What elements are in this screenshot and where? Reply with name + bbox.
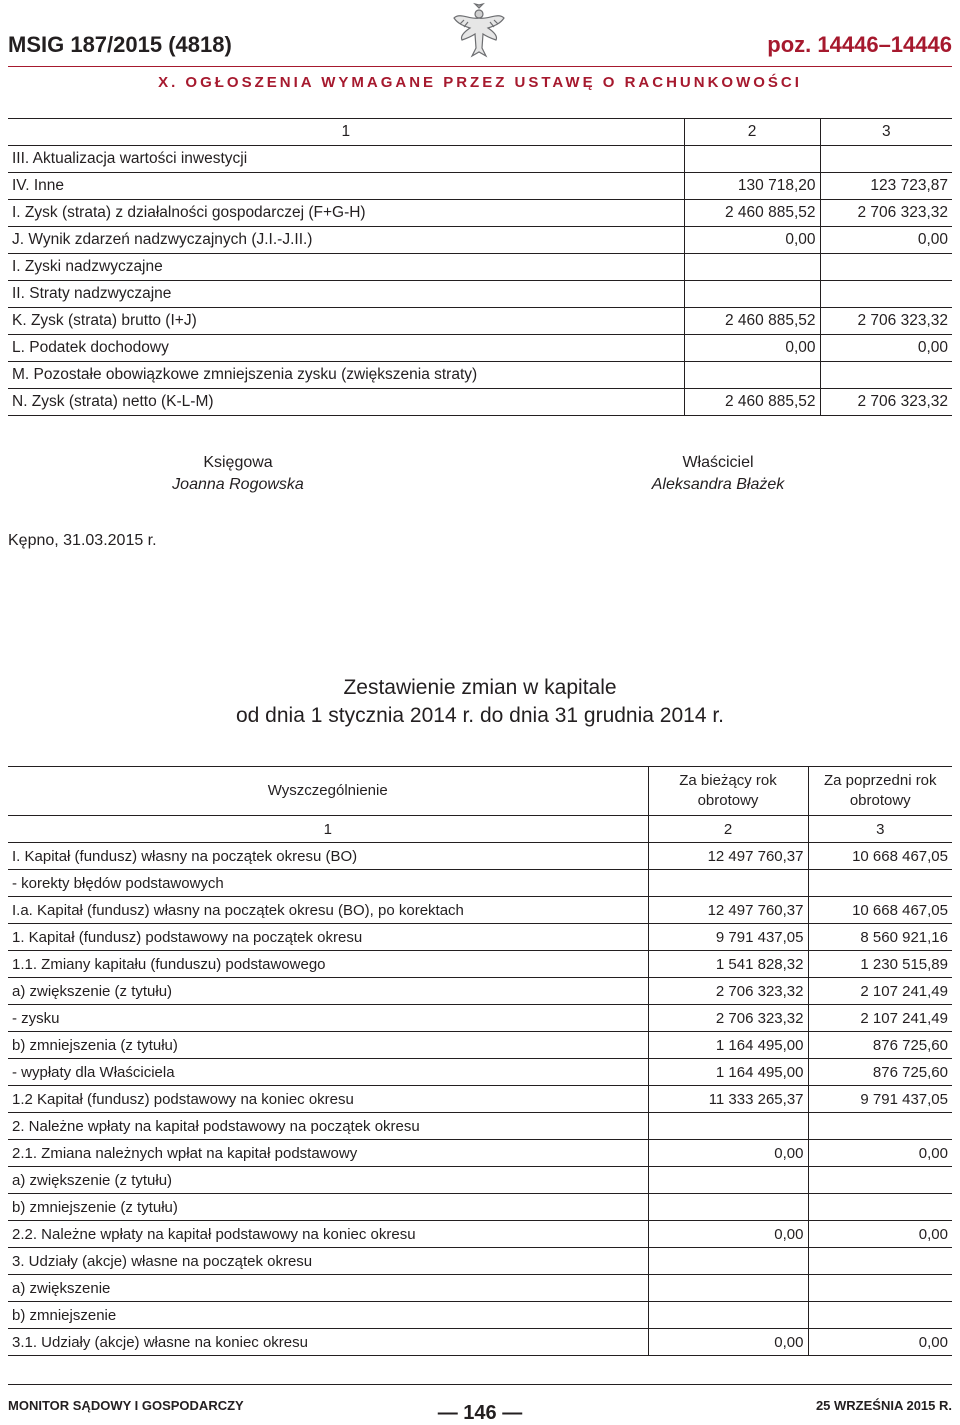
table-row: [8, 1005, 952, 1032]
row-label: - wypłaty dla Właściciela: [8, 1059, 648, 1086]
signature-name: Joanna Rogowska: [172, 476, 304, 493]
row-label: 2.2. Należne wpłaty na kapitał podstawowy na koniec okresu: [8, 1221, 648, 1248]
row-label: I. Zysk (strata) z działalności gospodarczej (F+G-H): [8, 200, 684, 227]
row-label: - zysku: [8, 1005, 648, 1032]
column-number-2: 2: [684, 119, 820, 146]
footer-divider: [8, 1384, 952, 1385]
previous-year-value: 2 706 323,32: [820, 389, 952, 416]
table-row: [8, 1140, 952, 1167]
profit-loss-table: [8, 118, 952, 416]
column-number-1: 1: [8, 119, 684, 146]
previous-year-value: 0,00: [808, 1140, 952, 1167]
table-row: [8, 335, 952, 362]
current-year-value: 2 706 323,32: [648, 1005, 808, 1032]
table-row: [8, 1194, 952, 1221]
table-row: [8, 227, 952, 254]
row-label: III. Aktualizacja wartości inwestycji: [8, 146, 684, 173]
table-row: [8, 254, 952, 281]
current-year-value: [648, 1194, 808, 1221]
footer-date: 25 WRZEŚNIA 2015 R.: [815, 1398, 952, 1413]
column-number-3: 3: [808, 816, 952, 843]
previous-year-value: 2 107 241,49: [808, 978, 952, 1005]
table-row: [8, 1086, 952, 1113]
current-year-value: 1 541 828,32: [648, 951, 808, 978]
table-row: [8, 843, 952, 870]
previous-year-value: [820, 146, 952, 173]
row-label: 3. Udziały (akcje) własne na początek okresu: [8, 1248, 648, 1275]
previous-year-value: 1 230 515,89: [808, 951, 952, 978]
row-label: L. Podatek dochodowy: [8, 335, 684, 362]
row-label: N. Zysk (strata) netto (K-L-M): [8, 389, 684, 416]
current-year-value: 0,00: [684, 335, 820, 362]
table-row: [8, 146, 952, 173]
table-row: [8, 897, 952, 924]
row-label: 1. Kapitał (fundusz) podstawowy na początek okresu: [8, 924, 648, 951]
table-row: [8, 1059, 952, 1086]
row-label: a) zwiększenie (z tytułu): [8, 978, 648, 1005]
signature-role: Właściciel: [682, 454, 754, 471]
table-row: [8, 1248, 952, 1275]
previous-year-value: 9 791 437,05: [808, 1086, 952, 1113]
table-row: [8, 1275, 952, 1302]
row-label: I. Zyski nadzwyczajne: [8, 254, 684, 281]
current-year-value: [684, 362, 820, 389]
table-row: [8, 308, 952, 335]
current-year-value: 2 460 885,52: [684, 308, 820, 335]
column-number-3: 3: [820, 119, 952, 146]
signature-name: Aleksandra Błażek: [651, 476, 785, 493]
section-title: X. OGŁOSZENIA WYMAGANE PRZEZ USTAWĘ O RACHUNKOWOŚCI: [158, 74, 802, 91]
previous-year-value: [808, 1113, 952, 1140]
previous-year-value: 0,00: [820, 335, 952, 362]
row-label: IV. Inne: [8, 173, 684, 200]
previous-year-value: 0,00: [820, 227, 952, 254]
row-label: I. Kapitał (fundusz) własny na początek okresu (BO): [8, 843, 648, 870]
current-year-value: 130 718,20: [684, 173, 820, 200]
row-label: 1.1. Zmiany kapitału (funduszu) podstawowego: [8, 951, 648, 978]
current-year-value: 12 497 760,37: [648, 897, 808, 924]
header-previous-year: Za poprzedni rok obrotowy: [808, 767, 952, 816]
table-row: [8, 924, 952, 951]
row-label: M. Pozostałe obowiązkowe zmniejszenia zysku (zwiększenia straty): [8, 362, 684, 389]
position-number: poz. 14446–14446: [767, 32, 952, 57]
previous-year-value: [808, 1248, 952, 1275]
column-number-row: [8, 816, 952, 843]
previous-year-value: 2 706 323,32: [820, 200, 952, 227]
row-label: b) zmniejszenia (z tytułu): [8, 1032, 648, 1059]
table-row: [8, 389, 952, 416]
previous-year-value: 0,00: [808, 1221, 952, 1248]
current-year-value: 12 497 760,37: [648, 843, 808, 870]
previous-year-value: 0,00: [808, 1329, 952, 1356]
row-label: b) zmniejszenie: [8, 1302, 648, 1329]
current-year-value: [648, 1167, 808, 1194]
current-year-value: [648, 1113, 808, 1140]
table-row: [8, 870, 952, 897]
previous-year-value: 876 725,60: [808, 1032, 952, 1059]
current-year-value: 0,00: [684, 227, 820, 254]
table-row: [8, 1113, 952, 1140]
header-description: Wyszczególnienie: [8, 767, 648, 816]
previous-year-value: 123 723,87: [820, 173, 952, 200]
current-year-value: [648, 1248, 808, 1275]
current-year-value: 0,00: [648, 1329, 808, 1356]
row-label: a) zwiększenie (z tytułu): [8, 1167, 648, 1194]
row-label: a) zwiększenie: [8, 1275, 648, 1302]
table-row: [8, 362, 952, 389]
current-year-value: 2 460 885,52: [684, 200, 820, 227]
current-year-value: [684, 146, 820, 173]
current-year-value: 0,00: [648, 1221, 808, 1248]
title-line-2: od dnia 1 stycznia 2014 r. do dnia 31 grudnia 2014 r.: [235, 704, 725, 727]
table-header-row: [8, 119, 952, 146]
place-date: Kępno, 31.03.2015 r.: [8, 532, 157, 549]
table-row: [8, 1032, 952, 1059]
column-number-2: 2: [648, 816, 808, 843]
table-row: [8, 951, 952, 978]
title-line-1: Zestawienie zmian w kapitale: [343, 676, 617, 699]
equity-changes-table: [8, 766, 952, 1356]
row-label: J. Wynik zdarzeń nadzwyczajnych (J.I.-J.II.): [8, 227, 684, 254]
row-label: II. Straty nadzwyczajne: [8, 281, 684, 308]
current-year-value: 0,00: [648, 1140, 808, 1167]
row-label: K. Zysk (strata) brutto (I+J): [8, 308, 684, 335]
previous-year-value: [808, 1302, 952, 1329]
table-row: [8, 1329, 952, 1356]
row-label: - korekty błędów podstawowych: [8, 870, 648, 897]
row-label: 2. Należne wpłaty na kapitał podstawowy na początek okresu: [8, 1113, 648, 1140]
signature-accountant: [138, 452, 338, 496]
previous-year-value: [808, 1275, 952, 1302]
row-label: 2.1. Zmiana należnych wpłat na kapitał podstawowy: [8, 1140, 648, 1167]
signature-owner: [608, 452, 828, 496]
table-row: [8, 281, 952, 308]
current-year-value: 1 164 495,00: [648, 1032, 808, 1059]
previous-year-value: 2 706 323,32: [820, 308, 952, 335]
signature-role: Księgowa: [203, 454, 273, 471]
current-year-value: 2 706 323,32: [648, 978, 808, 1005]
header-divider: [8, 66, 952, 67]
table-row: [8, 1167, 952, 1194]
current-year-value: [648, 1275, 808, 1302]
table-row: [8, 1221, 952, 1248]
table-row: [8, 1302, 952, 1329]
previous-year-value: [808, 1194, 952, 1221]
row-label: b) zmniejszenie (z tytułu): [8, 1194, 648, 1221]
current-year-value: [648, 1302, 808, 1329]
previous-year-value: 10 668 467,05: [808, 897, 952, 924]
row-label: 1.2 Kapitał (fundusz) podstawowy na koniec okresu: [8, 1086, 648, 1113]
previous-year-value: 8 560 921,16: [808, 924, 952, 951]
row-label: 3.1. Udziały (akcje) własne na koniec okresu: [8, 1329, 648, 1356]
column-number-1: 1: [8, 816, 648, 843]
table-row: [8, 978, 952, 1005]
current-year-value: 2 460 885,52: [684, 389, 820, 416]
current-year-value: 11 333 265,37: [648, 1086, 808, 1113]
current-year-value: [684, 281, 820, 308]
publication-id: MSIG 187/2015 (4818): [8, 32, 232, 57]
eagle-emblem-icon: [452, 2, 506, 60]
current-year-value: 9 791 437,05: [648, 924, 808, 951]
previous-year-value: [820, 362, 952, 389]
previous-year-value: [808, 870, 952, 897]
previous-year-value: 2 107 241,49: [808, 1005, 952, 1032]
previous-year-value: 10 668 467,05: [808, 843, 952, 870]
equity-changes-title: [0, 674, 960, 730]
previous-year-value: [820, 281, 952, 308]
current-year-value: 1 164 495,00: [648, 1059, 808, 1086]
header-current-year: Za bieżący rok obrotowy: [648, 767, 808, 816]
table-row: [8, 200, 952, 227]
table-row: [8, 173, 952, 200]
row-label: I.a. Kapitał (fundusz) własny na początek okresu (BO), po korektach: [8, 897, 648, 924]
previous-year-value: 876 725,60: [808, 1059, 952, 1086]
current-year-value: [684, 254, 820, 281]
table-header-row: [8, 767, 952, 816]
page-number: — 146 —: [437, 1402, 523, 1424]
previous-year-value: [820, 254, 952, 281]
current-year-value: [648, 870, 808, 897]
footer-publication: MONITOR SĄDOWY I GOSPODARCZY: [8, 1398, 244, 1413]
previous-year-value: [808, 1167, 952, 1194]
